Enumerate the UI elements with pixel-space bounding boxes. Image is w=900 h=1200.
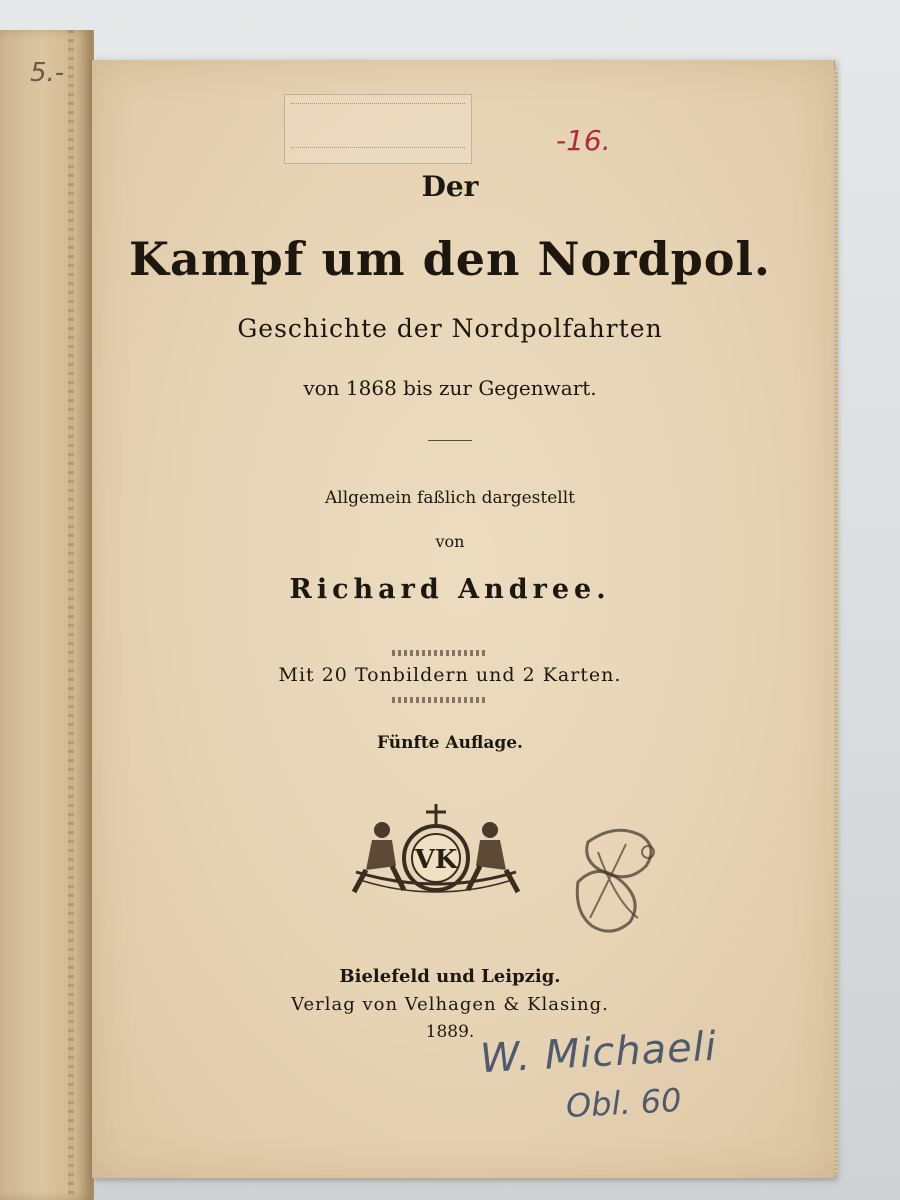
- ownership-stamp-icon: [568, 822, 664, 938]
- owner-note: Obl. 60: [565, 1081, 683, 1125]
- publisher-line: Verlag von Velhagen & Klasing.: [291, 994, 609, 1015]
- illustrations-line: Mit 20 Tonbildern und 2 Karten.: [278, 664, 622, 686]
- wavy-rule-top: [392, 650, 486, 656]
- price-annotation: 5.-: [30, 58, 65, 88]
- presentation-line: Allgemein faßlich dargestellt: [324, 488, 575, 508]
- book-subtitle: Geschichte der Nordpolfahrten: [237, 314, 663, 343]
- owner-signature: W. Michaeli: [478, 1023, 719, 1083]
- divider-rule: [428, 440, 472, 441]
- title-article: Der: [421, 170, 479, 203]
- by-line: von: [435, 532, 465, 551]
- book-period: von 1868 bis zur Gegenwart.: [303, 376, 597, 400]
- publication-place: Bielefeld und Leipzig.: [339, 966, 561, 987]
- book-title: Kampf um den Nordpol.: [129, 232, 771, 286]
- pasted-label: [284, 94, 472, 164]
- svg-text:VK: VK: [414, 845, 458, 875]
- red-pencil-number: -16.: [556, 124, 611, 157]
- publisher-emblem: [346, 800, 526, 910]
- wavy-rule-bottom: [392, 697, 486, 703]
- edition-line: Fünfte Auflage.: [377, 733, 523, 753]
- publication-year: 1889.: [425, 1022, 475, 1042]
- author-name: Richard Andree.: [289, 574, 611, 605]
